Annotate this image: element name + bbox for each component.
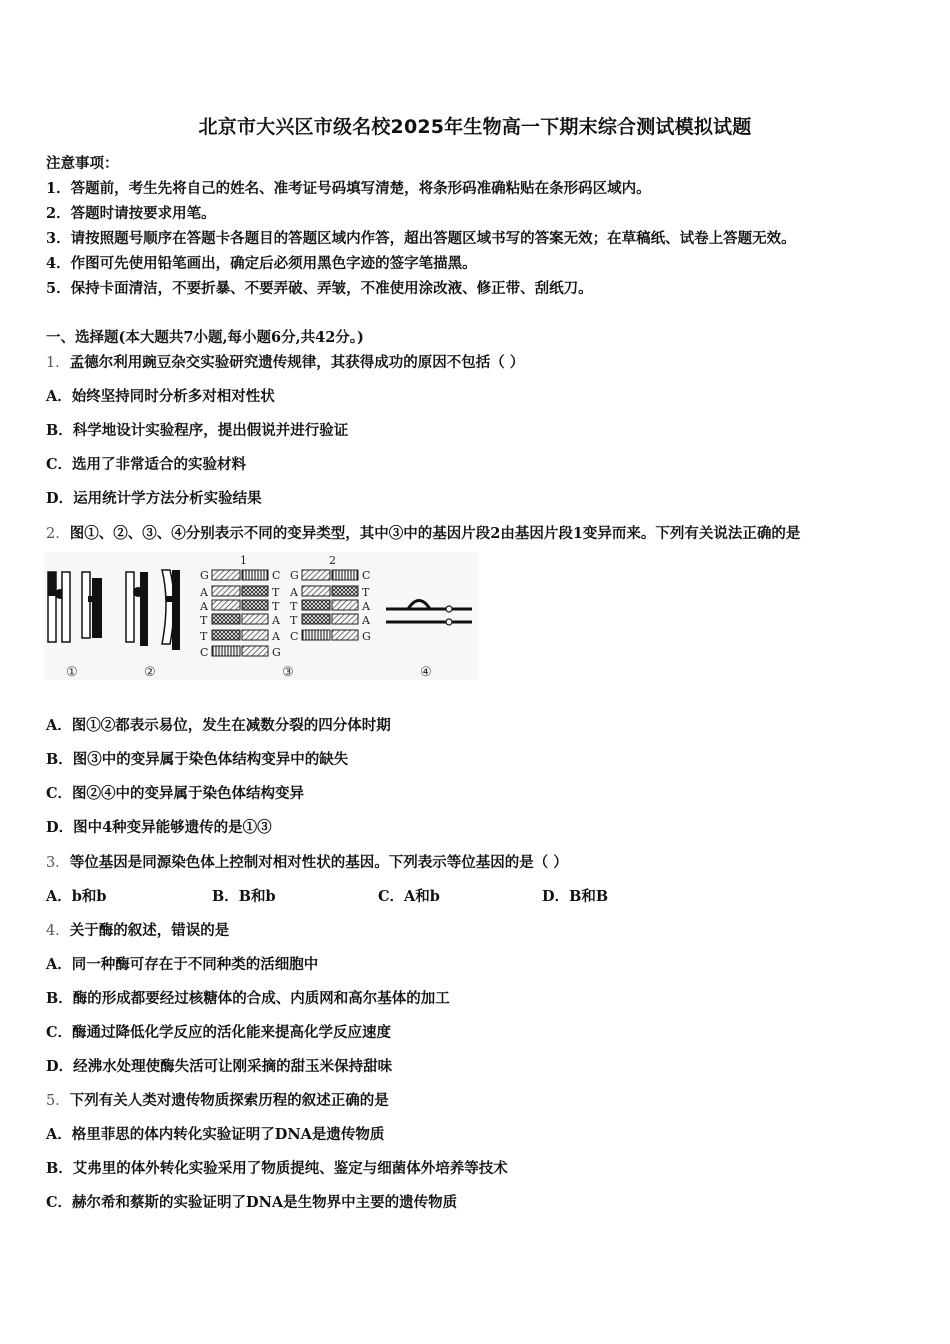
q2-option-a: A．图①②都表示易位，发生在减数分裂的四分体时期 <box>46 717 391 734</box>
q1-option-a: A．始终坚持同时分析多对相对性状 <box>46 388 275 405</box>
question-text: 等位基因是同源染色体上控制对相对性状的基因。下列表示等位基因的是（ ） <box>69 854 568 871</box>
q5-option-c: C．赫尔希和蔡斯的实验证明了DNA是生物界中主要的遗传物质 <box>46 1194 458 1211</box>
notice-item: 2．答题时请按要求用笔。 <box>46 205 216 222</box>
question-number: 2． <box>46 526 70 542</box>
variation-diagram <box>44 552 478 680</box>
q5-option-b: B．艾弗里的体外转化实验采用了物质提纯、鉴定与细菌体外培养等技术 <box>46 1160 508 1177</box>
base-letter: T <box>290 614 298 627</box>
q2-option-d: D．图中4种变异能够遗传的是①③ <box>46 819 272 836</box>
base-letter: A <box>362 614 370 627</box>
question-2-stem <box>46 522 800 543</box>
section-heading: 一、选择题(本大题共7小题,每小题6分,共42分。) <box>46 329 364 346</box>
base-letter: G <box>200 569 209 582</box>
base-letter: A <box>362 600 370 613</box>
q3-option-d: D．B和B <box>542 888 609 905</box>
q3-option-b: B．B和b <box>212 888 276 905</box>
fragment-number-1: 1 <box>240 554 247 567</box>
base-letter: A <box>272 614 280 627</box>
question-1-stem <box>46 351 524 372</box>
notice-item: 3．请按照题号顺序在答题卡各题目的答题区域内作答，超出答题区域书写的答案无效；在草稿纸、试卷上答题无效。 <box>46 230 796 247</box>
figure-label-2: ② <box>144 665 156 680</box>
notice-item: 4．作图可先使用铅笔画出，确定后必须用黑色字迹的签字笔描黑。 <box>46 255 477 272</box>
q2-option-c: C．图②④中的变异属于染色体结构变异 <box>46 785 305 802</box>
base-letter: G <box>272 646 281 659</box>
figure-label-4: ④ <box>420 665 432 680</box>
question-text: 图①、②、③、④分别表示不同的变异类型，其中③中的基因片段2由基因片段1变异而来。下列有关说法正确的是 <box>69 525 801 542</box>
figure-label-3: ③ <box>282 665 294 680</box>
base-letter: T <box>272 600 280 613</box>
page-title: 北京市大兴区市级名校2025年生物高一下期末综合测试模拟试题 <box>198 116 752 138</box>
base-letter: A <box>290 586 298 599</box>
base-letter: A <box>200 600 208 613</box>
q2-option-b: B．图③中的变异属于染色体结构变异中的缺失 <box>46 751 349 768</box>
question-text: 关于酶的叙述，错误的是 <box>69 922 230 939</box>
notice-item: 5．保持卡面清洁，不要折暴、不要弄破、弄皱，不准使用涂改液、修正带、刮纸刀。 <box>46 280 593 297</box>
q1-option-b: B．科学地设计实验程序，提出假说并进行验证 <box>46 422 349 439</box>
q4-option-b: B．酶的形成都要经过核糖体的合成、内质网和高尔基体的加工 <box>46 990 450 1007</box>
variation-figure <box>44 552 478 680</box>
base-letter: G <box>290 569 299 582</box>
fragment-number-2: 2 <box>329 554 336 567</box>
figure-label-1: ① <box>66 665 78 680</box>
question-5-stem <box>46 1089 389 1110</box>
q4-option-d: D．经沸水处理使酶失活可让刚采摘的甜玉米保持甜味 <box>46 1058 393 1075</box>
base-letter: G <box>362 630 371 643</box>
base-letter: T <box>200 614 208 627</box>
notice-item: 1．答题前，考生先将自己的姓名、准考证号码填写清楚，将条形码准确粘贴在条形码区域内。 <box>46 180 651 197</box>
question-text: 孟德尔利用豌豆杂交实验研究遗传规律，其获得成功的原因不包括（ ） <box>69 354 525 371</box>
question-4-stem <box>46 919 229 940</box>
question-3-stem <box>46 851 568 872</box>
q3-option-c: C．A和b <box>378 888 440 905</box>
base-letter: C <box>200 646 209 659</box>
q1-option-d: D．运用统计学方法分析实验结果 <box>46 490 262 507</box>
base-letter: T <box>272 586 280 599</box>
notice-heading: 注意事项： <box>46 155 119 172</box>
base-letter: A <box>272 630 280 643</box>
question-text: 下列有关人类对遗传物质探索历程的叙述正确的是 <box>69 1092 389 1109</box>
q1-option-c: C．选用了非常适合的实验材料 <box>46 456 247 473</box>
base-letter: C <box>290 630 299 643</box>
question-number: 1． <box>46 355 70 371</box>
base-letter: T <box>200 630 208 643</box>
base-letter: C <box>272 569 281 582</box>
question-number: 3． <box>46 855 70 871</box>
base-letter: A <box>200 586 208 599</box>
q4-option-a: A．同一种酶可存在于不同种类的活细胞中 <box>46 956 319 973</box>
q3-option-a: A．b和b <box>46 888 107 905</box>
base-letter: C <box>362 569 371 582</box>
base-letter: T <box>290 600 298 613</box>
question-number: 4． <box>46 923 70 939</box>
base-letter: T <box>362 586 370 599</box>
q5-option-a: A．格里菲思的体内转化实验证明了DNA是遗传物质 <box>46 1126 385 1143</box>
q4-option-c: C．酶通过降低化学反应的活化能来提高化学反应速度 <box>46 1024 392 1041</box>
question-number: 5． <box>46 1093 70 1109</box>
